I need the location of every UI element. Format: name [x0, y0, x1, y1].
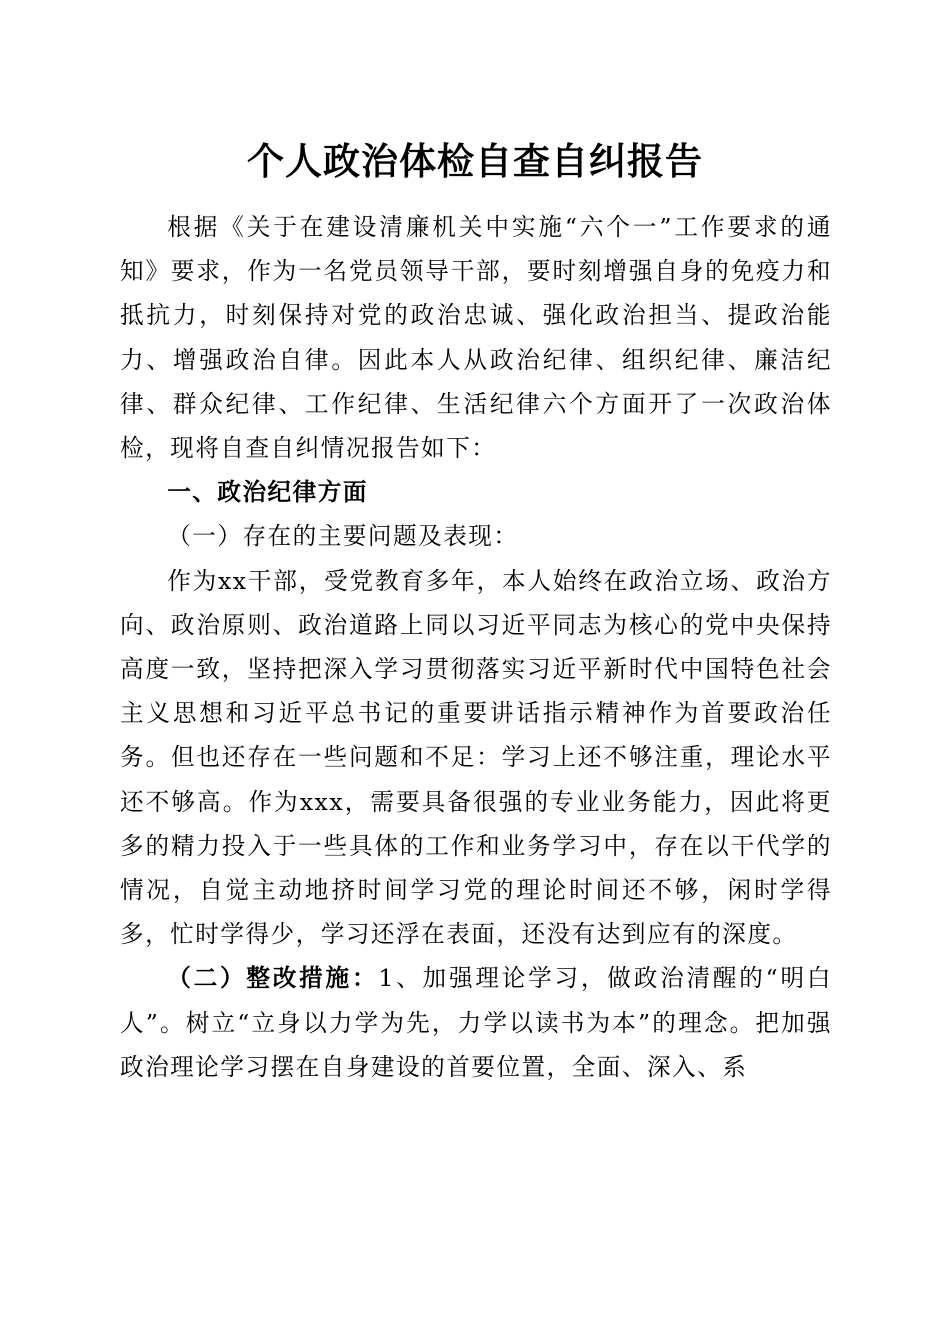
- measures-paragraph: [120, 956, 832, 1089]
- measures-text: 1、加强理论学习，做政治清醒的“明白人”。树立“立身以力学为先，力学以读书为本”的理念。把加强政治理论学习摆在自身建设的首要位置，全面、深入、系: [120, 964, 833, 1081]
- document-body: [120, 205, 832, 1089]
- intro-paragraph: 根据《关于在建设清廉机关中实施“六个一”工作要求的通知》要求，作为一名党员领导干部，要时刻增强自身的免疫力和抵抗力，时刻保持对党的政治忠诚、强化政治担当、提政治能力、增强政治自律。因此本人从政治纪律、组织纪律、廉洁纪律、群众纪律、工作纪律、生活纪律六个方面开了一次政治体检，现将自查自纠情况报告如下：: [120, 213, 832, 463]
- problems-paragraph: 作为xx干部，受党教育多年，本人始终在政治立场、政治方向、政治原则、政治道路上同以习近平同志为核心的党中央保持高度一致，坚持把深入学习贯彻落实习近平新时代中国特色社会主义思想和习近平总书记的重要讲话指示精神作为首要政治任务。但也还存在一些问题和不足：学习上还不够注重，理论水平还不够高。作为xxx，需要具备很强的专业业务能力，因此将更多的精力投入于一些具体的工作和业务学习中，存在以干代学的情况，自觉主动地挤时间学习党的理论时间还不够，闲时学得多，忙时学得少，学习还浮在表面，还没有达到应有的深度。: [120, 566, 832, 949]
- subsection-heading-problems: （一）存在的主要问题及表现：: [167, 522, 519, 551]
- page-title: 个人政治体检自查自纠报告: [247, 139, 703, 183]
- subsection-heading-measures: （二）整改措施：: [167, 964, 379, 993]
- section-heading-political-discipline: 一、政治纪律方面: [167, 478, 368, 507]
